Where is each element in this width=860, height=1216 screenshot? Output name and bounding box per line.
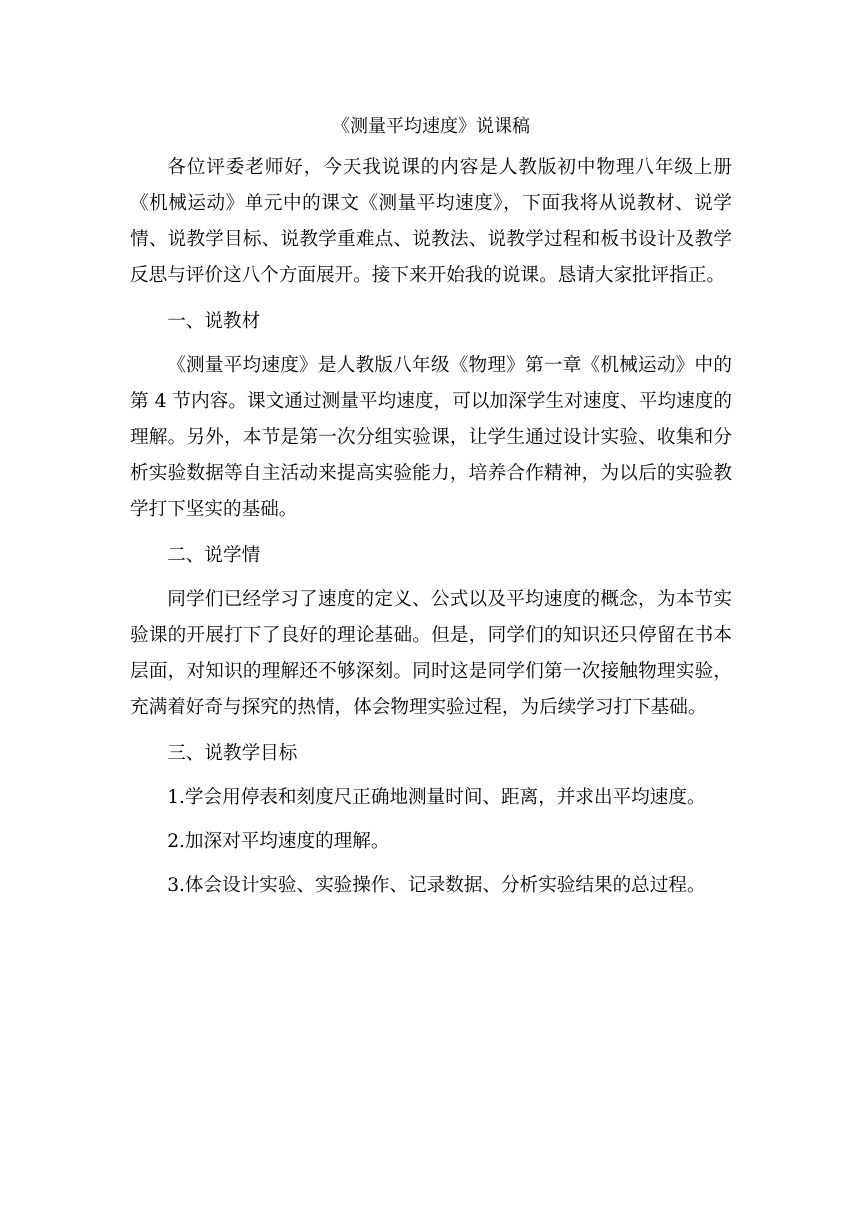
document-body xyxy=(130,112,732,912)
section-heading-textbook: 一、说教材 xyxy=(167,311,261,332)
objective-item-3: 3.体会设计实验、实验操作、记录数据、分析实验结果的总过程。 xyxy=(167,875,706,896)
objective-item-1: 1.学会用停表和刻度尺正确地测量时间、距离，并求出平均速度。 xyxy=(167,787,706,808)
objective-item-2: 2.加深对平均速度的理解。 xyxy=(167,831,390,852)
document-title: 《测量平均速度》说课稿 xyxy=(332,116,530,137)
section-heading-students: 二、说学情 xyxy=(167,545,261,566)
section-body-students: 同学们已经学习了速度的定义、公式以及平均速度的概念，为本节实验课的开展打下了良好的理论基础。但是，同学们的知识还只停留在书本层面，对知识的理解还不够深刻。同时这是同学们第一次接触物理实验，充满着好奇与探究的热情，体会物理实验过程，为后续学习打下基础。 xyxy=(130,589,732,718)
section-body-textbook: 《测量平均速度》是人教版八年级《物理》第一章《机械运动》中的第 4 节内容。课文通过测量平均速度，可以加深学生对速度、平均速度的理解。另外，本节是第一次分组实验课，让学生通过设计实验、收集和分析实验数据等自主活动来提高实验能力，培养合作精神，为以后的实验教学打下坚实的基础。 xyxy=(130,355,732,520)
section-heading-objectives: 三、说教学目标 xyxy=(167,743,298,764)
intro-paragraph: 各位评委老师好，今天我说课的内容是人教版初中物理八年级上册《机械运动》单元中的课文《测量平均速度》，下面我将从说教材、说学情、说教学目标、说教学重难点、说教法、说教学过程和板书设计及教学反思与评价这八个方面展开。接下来开始我的说课。恳请大家批评指正。 xyxy=(130,157,732,286)
